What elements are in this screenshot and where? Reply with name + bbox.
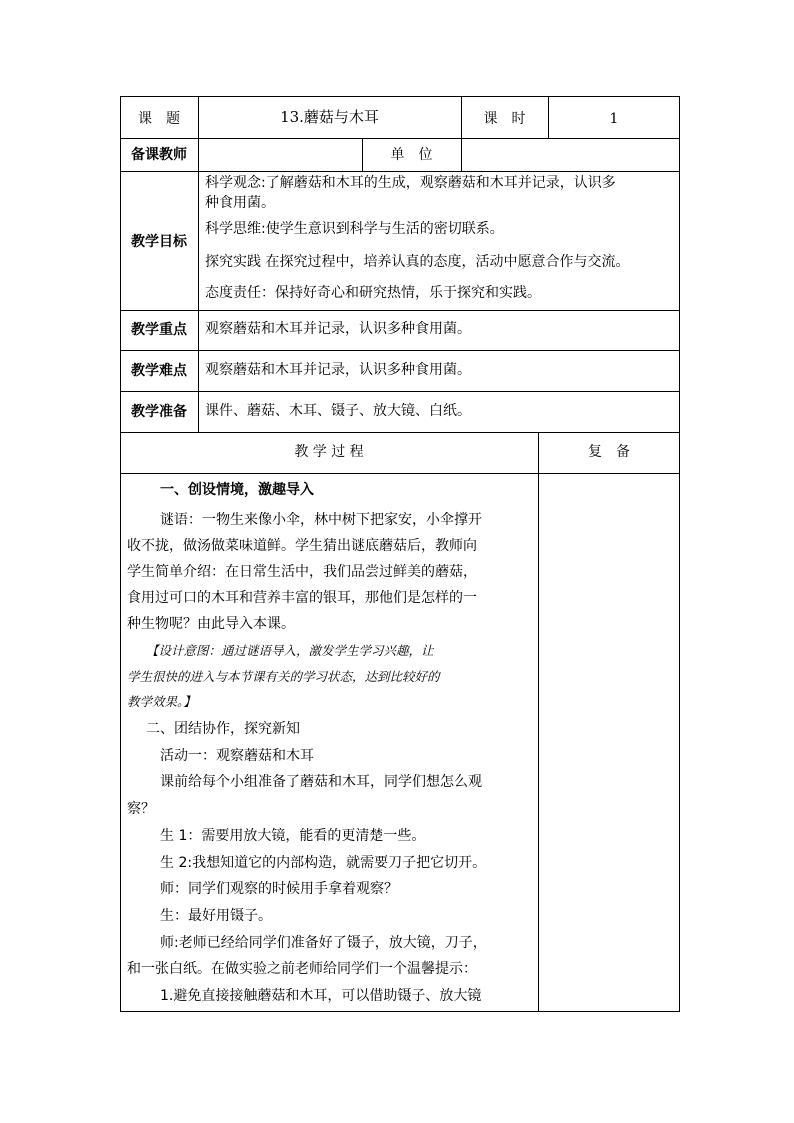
process-line: 种生物呢？由此导入本课。 — [127, 616, 295, 632]
review-header: 复 备 — [588, 444, 630, 460]
row-divider — [120, 171, 680, 172]
goal-line: 探究实践 在探究过程中，培养认真的态度，活动中愿意合作与交流。 — [205, 254, 630, 270]
activity-heading: 活动一：观察蘑菇和木耳 — [160, 748, 314, 764]
topic-value: 13.蘑菇与木耳 — [280, 108, 379, 126]
row-divider — [120, 473, 680, 474]
goal-line: 科学观念:了解蘑菇和木耳的生成，观察蘑菇和木耳并记录，认识多 — [205, 175, 616, 191]
dialogue-line: 生：最好用镊子。 — [160, 908, 272, 924]
dialogue-line: 师:老师已经给同学们准备好了镊子，放大镜，刀子， — [160, 935, 487, 951]
column-divider — [198, 96, 199, 433]
column-divider — [538, 432, 539, 1012]
dialogue-line: 师：同学们观察的时候用手拿着观察？ — [160, 881, 398, 897]
topic-label: 课 题 — [138, 111, 180, 127]
row-divider — [120, 350, 680, 351]
section-heading: 二、团结协作，探究新知 — [146, 721, 300, 737]
preparation-value: 课件、蘑菇、木耳、镊子、放大镜、白纸。 — [205, 403, 471, 419]
process-line: 和一张白纸。在做实验之前老师给同学们一个温馨提示： — [127, 961, 477, 977]
row-divider — [120, 432, 680, 433]
process-line: 学生简单介绍：在日常生活中，我们品尝过鲜美的蘑菇， — [127, 564, 477, 580]
process-line: 1.避免直接接触蘑菇和木耳，可以借助镊子、放大镜 — [160, 988, 482, 1004]
process-line: 食用过可口的木耳和营养丰富的银耳，那他们是怎样的一 — [127, 590, 477, 606]
key-point-label: 教学重点 — [131, 322, 187, 338]
period-label: 课 时 — [483, 111, 526, 127]
goal-line: 科学思维:使学生意识到科学与生活的密切联系。 — [205, 221, 504, 237]
key-point-value: 观察蘑菇和木耳并记录，认识多种食用菌。 — [205, 321, 471, 337]
goals-label: 教学目标 — [131, 234, 187, 250]
design-intent: 教学效果。】 — [127, 694, 196, 709]
difficulty-label: 教学难点 — [131, 363, 187, 379]
design-intent: 【设计意图：通过谜语导入，激发学生学习兴趣，让 — [146, 643, 434, 658]
dialogue-line: 生 1：需要用放大镜，能看的更清楚一些。 — [160, 828, 426, 844]
process-line: 课前给每个小组准备了蘑菇和木耳，同学们想怎么观 — [160, 774, 482, 790]
goal-line: 种食用菌。 — [205, 195, 275, 211]
preparation-label: 教学准备 — [131, 404, 187, 420]
process-line: 谜语：一物生来像小伞，林中树下把家安，小伞撑开 — [160, 512, 482, 528]
column-divider — [461, 138, 462, 172]
period-value: 1 — [609, 111, 619, 127]
goal-line: 态度责任：保持好奇心和研究热情，乐于探究和实践。 — [205, 285, 541, 301]
row-divider — [120, 310, 680, 311]
unit-label: 单 位 — [390, 147, 433, 163]
row-divider — [120, 138, 680, 139]
teacher-label: 备课教师 — [131, 147, 187, 163]
row-divider — [120, 391, 680, 392]
process-header: 教 学 过 程 — [294, 444, 364, 460]
difficulty-value: 观察蘑菇和木耳并记录，认识多种食用菌。 — [205, 362, 471, 378]
design-intent: 学生很快的进入与本节课有关的学习状态，达到比较好的 — [127, 669, 440, 684]
dialogue-line: 生 2:我想知道它的内部构造，就需要刀子把它切开。 — [160, 855, 487, 871]
process-line: 收不拢，做汤做菜味道鲜。学生猜出谜底蘑菇后，教师向 — [127, 538, 477, 554]
section-heading: 一、创设情境，激趣导入 — [160, 482, 314, 498]
process-line: 察？ — [127, 801, 155, 817]
